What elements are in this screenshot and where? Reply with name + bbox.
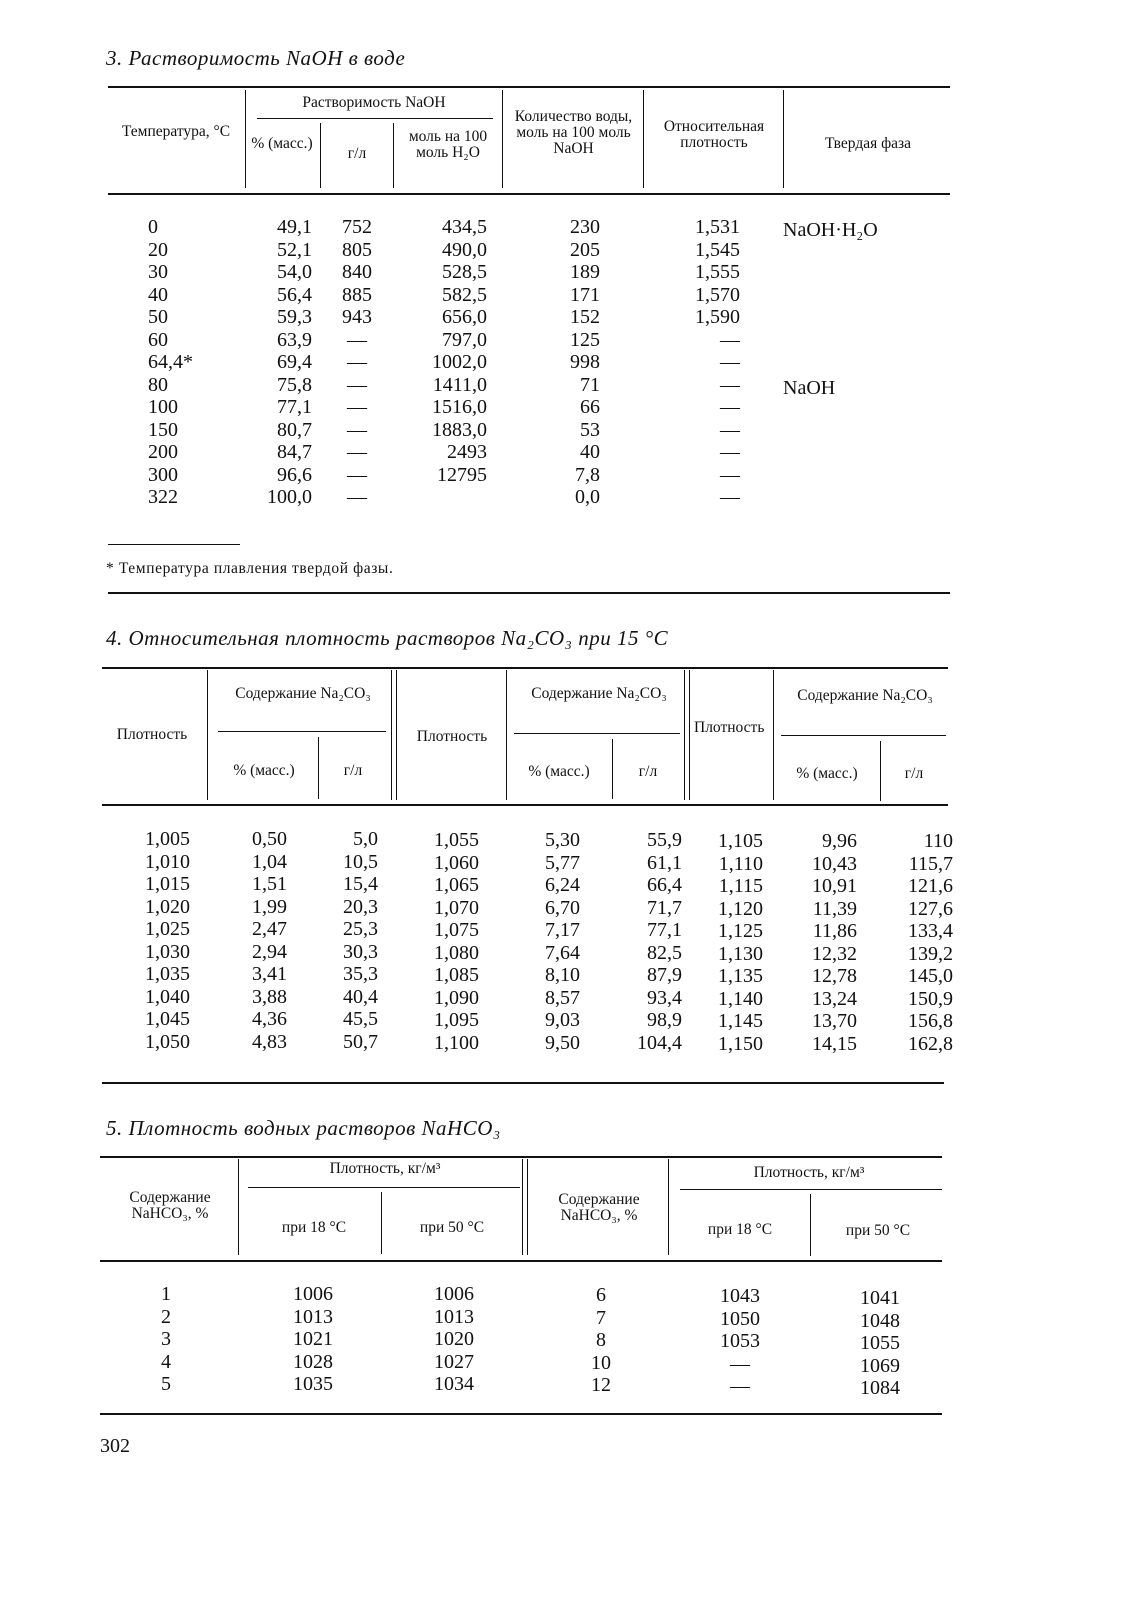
- table4-title: 4. Относительная плотность растворов Na₂CO₃ при 15 °C: [106, 626, 669, 650]
- cell-na2co3-density: 1,080: [434, 941, 479, 964]
- cell-na2co3-percent: 11,86: [812, 920, 857, 942]
- cell-na2co3-gl: 82,5: [647, 941, 682, 964]
- cell-water: 0,0: [575, 486, 600, 508]
- cell-density: —: [720, 328, 740, 351]
- cell-na2co3-percent: 3,41: [252, 963, 287, 985]
- cell-na2co3-percent: 1,51: [252, 873, 287, 895]
- phase-anhydrous: NaOH: [783, 377, 836, 399]
- table4-bottom-rule: [102, 1082, 944, 1084]
- cell-density: 1,545: [695, 238, 740, 261]
- cell-na2co3-gl: 5,0: [353, 828, 378, 850]
- cell-nahco3-18: 1050: [720, 1307, 760, 1330]
- cell-nahco3-18: 1053: [720, 1330, 760, 1352]
- cell-na2co3-percent: 5,30: [545, 829, 580, 851]
- cell-water: 189: [570, 261, 600, 283]
- cell-nahco3-50: 1055: [860, 1332, 900, 1354]
- t4-header-density-1: Плотность: [116, 726, 188, 743]
- cell-percent: 59,3: [277, 306, 312, 328]
- cell-na2co3-gl: 15,4: [343, 873, 378, 895]
- cell-na2co3-gl: 121,6: [908, 875, 953, 897]
- cell-gl: —: [347, 441, 367, 463]
- cell-na2co3-gl: 110: [923, 830, 953, 852]
- cell-na2co3-percent: 9,03: [545, 1009, 580, 1031]
- cell-na2co3-percent: 11,39: [812, 897, 857, 920]
- cell-na2co3-density: 1,135: [718, 965, 763, 987]
- cell-mol: 1883,0: [432, 418, 487, 441]
- cell-water: 998: [570, 351, 600, 373]
- cell-nahco3-50: 1041: [860, 1287, 900, 1309]
- cell-na2co3-density: 1,055: [434, 829, 479, 851]
- cell-nahco3-18: —: [730, 1375, 750, 1397]
- cell-density: —: [720, 486, 740, 508]
- cell-na2co3-density: 1,070: [434, 896, 479, 919]
- cell-na2co3-percent: 14,15: [812, 1032, 857, 1055]
- cell-na2co3-percent: 9,50: [545, 1031, 580, 1054]
- cell-na2co3-density: 1,075: [434, 919, 479, 941]
- table4-top-rule: [102, 667, 948, 669]
- cell-nahco3-content: 5: [161, 1373, 171, 1395]
- cell-nahco3-50: 1084: [860, 1377, 900, 1399]
- cell-na2co3-density: 1,020: [145, 895, 190, 918]
- cell-na2co3-percent: 8,10: [545, 964, 580, 986]
- cell-na2co3-gl: 71,7: [647, 896, 682, 919]
- cell-water: 66: [580, 396, 600, 418]
- footnote: * Температура плавления твердой фазы.: [106, 560, 394, 577]
- cell-nahco3-content: 10: [591, 1351, 611, 1374]
- cell-mol: 528,5: [442, 261, 487, 283]
- cell-density: —: [720, 396, 740, 418]
- cell-nahco3-18: 1006: [293, 1283, 333, 1305]
- cell-density: —: [720, 463, 740, 486]
- cell-na2co3-percent: 10,91: [812, 875, 857, 897]
- cell-na2co3-gl: 104,4: [637, 1031, 682, 1054]
- cell-mol: 1516,0: [432, 396, 487, 418]
- cell-na2co3-density: 1,100: [434, 1031, 479, 1054]
- cell-na2co3-percent: 7,64: [545, 941, 580, 964]
- table5-header-rule: [100, 1260, 942, 1262]
- cell-nahco3-50: 1048: [860, 1309, 900, 1332]
- cell-temperature: 150: [148, 418, 178, 441]
- t4-header-content-2: Содержание Na₂CO₃: [531, 685, 667, 702]
- table5-bottom-rule: [100, 1413, 942, 1415]
- cell-na2co3-gl: 77,1: [647, 919, 682, 941]
- cell-na2co3-density: 1,105: [718, 830, 763, 852]
- cell-na2co3-density: 1,045: [145, 1008, 190, 1030]
- header-solid-phase: Твердая фаза: [824, 135, 912, 152]
- cell-mol: 656,0: [442, 306, 487, 328]
- cell-na2co3-gl: 10,5: [343, 850, 378, 873]
- cell-gl: —: [347, 396, 367, 418]
- cell-na2co3-gl: 145,0: [908, 965, 953, 987]
- cell-na2co3-density: 1,150: [718, 1032, 763, 1055]
- cell-nahco3-18: 1043: [720, 1285, 760, 1307]
- cell-na2co3-percent: 1,99: [252, 895, 287, 918]
- cell-na2co3-gl: 98,9: [647, 1009, 682, 1031]
- cell-na2co3-density: 1,005: [145, 828, 190, 850]
- cell-percent: 49,1: [277, 216, 312, 238]
- cell-gl: —: [347, 328, 367, 351]
- cell-na2co3-density: 1,115: [718, 875, 763, 897]
- cell-density: —: [720, 418, 740, 441]
- cell-water: 171: [570, 283, 600, 306]
- cell-na2co3-percent: 9,96: [822, 830, 857, 852]
- cell-water: 125: [570, 328, 600, 351]
- cell-nahco3-50: 1006: [434, 1283, 474, 1305]
- cell-na2co3-gl: 61,1: [647, 851, 682, 874]
- cell-temperature: 200: [148, 441, 178, 463]
- page-number: 302: [100, 1435, 130, 1457]
- table3-title: 3. Растворимость NaOH в воде: [106, 46, 406, 70]
- table3-top-rule: [108, 86, 950, 88]
- cell-na2co3-density: 1,110: [718, 852, 763, 875]
- cell-na2co3-gl: 30,3: [343, 940, 378, 963]
- cell-gl: 805: [342, 238, 372, 261]
- cell-temperature: 50: [148, 306, 168, 328]
- cell-na2co3-percent: 10,43: [812, 852, 857, 875]
- cell-percent: 54,0: [277, 261, 312, 283]
- cell-density: 1,555: [695, 261, 740, 283]
- t4-header-density-2: Плотность: [416, 728, 488, 745]
- t5-header-content-1: Содержание NaHCO₃, %: [129, 1189, 211, 1222]
- cell-temperature: 64,4*: [148, 351, 193, 373]
- cell-na2co3-percent: 0,50: [252, 828, 287, 850]
- cell-na2co3-gl: 115,7: [908, 852, 953, 875]
- cell-nahco3-content: 3: [161, 1328, 171, 1350]
- cell-na2co3-density: 1,025: [145, 918, 190, 940]
- cell-density: 1,570: [695, 283, 740, 306]
- cell-na2co3-gl: 45,5: [343, 1008, 378, 1030]
- cell-na2co3-percent: 1,04: [252, 850, 287, 873]
- cell-gl: —: [347, 486, 367, 508]
- cell-na2co3-density: 1,125: [718, 920, 763, 942]
- cell-water: 230: [570, 216, 600, 238]
- cell-na2co3-percent: 2,47: [252, 918, 287, 940]
- cell-water: 152: [570, 306, 600, 328]
- cell-nahco3-content: 4: [161, 1350, 171, 1373]
- table5-top-rule: [100, 1156, 942, 1158]
- t5-header-50-1: при 50 °С: [419, 1219, 485, 1236]
- cell-nahco3-content: 6: [596, 1284, 606, 1306]
- cell-water: 53: [580, 418, 600, 441]
- cell-na2co3-percent: 4,83: [252, 1030, 287, 1053]
- cell-na2co3-density: 1,090: [434, 986, 479, 1009]
- table5-title: 5. Плотность водных растворов NaHCO₃: [106, 1116, 501, 1140]
- cell-na2co3-percent: 6,24: [545, 874, 580, 896]
- cell-percent: 96,6: [277, 463, 312, 486]
- t5-header-density-2: Плотность, кг/м³: [753, 1164, 865, 1181]
- cell-mol: 582,5: [442, 283, 487, 306]
- cell-na2co3-percent: 12,32: [812, 942, 857, 965]
- cell-na2co3-percent: 12,78: [812, 965, 857, 987]
- cell-na2co3-percent: 5,77: [545, 851, 580, 874]
- cell-percent: 75,8: [277, 373, 312, 396]
- cell-gl: 943: [342, 306, 372, 328]
- cell-nahco3-content: 12: [591, 1374, 611, 1396]
- header-solubility: Растворимость NaOH: [302, 94, 446, 111]
- cell-na2co3-gl: 50,7: [343, 1030, 378, 1053]
- cell-na2co3-gl: 40,4: [343, 985, 378, 1008]
- cell-na2co3-percent: 2,94: [252, 940, 287, 963]
- cell-na2co3-percent: 3,88: [252, 985, 287, 1008]
- cell-na2co3-gl: 133,4: [908, 920, 953, 942]
- cell-na2co3-density: 1,035: [145, 963, 190, 985]
- header-mol: моль на 100 моль H₂O: [408, 128, 488, 161]
- cell-na2co3-density: 1,130: [718, 942, 763, 965]
- header-density: Относительная плотность: [663, 118, 765, 151]
- cell-density: 1,590: [695, 306, 740, 328]
- cell-percent: 69,4: [277, 351, 312, 373]
- cell-nahco3-50: 1020: [434, 1328, 474, 1350]
- footnote-rule: [108, 544, 240, 545]
- cell-na2co3-gl: 35,3: [343, 963, 378, 985]
- cell-mol: 1411,0: [432, 373, 487, 396]
- t4-header-density-3: Плотность: [694, 719, 765, 736]
- cell-na2co3-percent: 7,17: [545, 919, 580, 941]
- t4-header-content-1: Содержание Na₂CO₃: [235, 685, 371, 702]
- cell-na2co3-percent: 13,24: [812, 987, 857, 1010]
- cell-nahco3-content: 2: [161, 1305, 171, 1328]
- cell-nahco3-18: —: [730, 1352, 750, 1375]
- cell-gl: —: [347, 463, 367, 486]
- cell-percent: 100,0: [267, 486, 312, 508]
- cell-water: 40: [580, 441, 600, 463]
- cell-na2co3-density: 1,065: [434, 874, 479, 896]
- cell-percent: 52,1: [277, 238, 312, 261]
- t5-header-density-1: Плотность, кг/м³: [329, 1160, 441, 1177]
- cell-density: —: [720, 373, 740, 396]
- cell-gl: —: [347, 373, 367, 396]
- cell-nahco3-50: 1034: [434, 1373, 474, 1395]
- cell-temperature: 20: [148, 238, 168, 261]
- cell-na2co3-gl: 127,6: [908, 897, 953, 920]
- cell-na2co3-density: 1,010: [145, 850, 190, 873]
- t4-header-pct-1: % (масс.): [233, 762, 295, 779]
- t4-header-content-3: Содержание Na₂CO₃: [797, 687, 933, 704]
- cell-na2co3-density: 1,140: [718, 987, 763, 1010]
- t4-header-pct-3: % (масс.): [796, 765, 858, 782]
- cell-density: —: [720, 351, 740, 373]
- header-percent: % (масс.): [251, 135, 313, 152]
- cell-gl: 885: [342, 283, 372, 306]
- cell-na2co3-density: 1,095: [434, 1009, 479, 1031]
- cell-mol: 797,0: [442, 328, 487, 351]
- cell-mol: 490,0: [442, 238, 487, 261]
- cell-na2co3-percent: 8,57: [545, 986, 580, 1009]
- cell-water: 7,8: [575, 463, 600, 486]
- phase-hydrate: NaOH·H₂O: [783, 219, 878, 241]
- cell-nahco3-50: 1027: [434, 1350, 474, 1373]
- cell-temperature: 30: [148, 261, 168, 283]
- cell-nahco3-18: 1013: [293, 1305, 333, 1328]
- cell-na2co3-gl: 25,3: [343, 918, 378, 940]
- t5-header-content-2: Содержание NaHCO₃, %: [558, 1191, 640, 1224]
- cell-na2co3-gl: 55,9: [647, 829, 682, 851]
- cell-na2co3-percent: 13,70: [812, 1010, 857, 1032]
- cell-na2co3-gl: 150,9: [908, 987, 953, 1010]
- cell-na2co3-gl: 20,3: [343, 895, 378, 918]
- cell-temperature: 300: [148, 463, 178, 486]
- cell-na2co3-gl: 93,4: [647, 986, 682, 1009]
- cell-percent: 56,4: [277, 283, 312, 306]
- t5-header-50-2: при 50 °С: [845, 1222, 911, 1239]
- cell-nahco3-18: 1035: [293, 1373, 333, 1395]
- t4-header-gl-3: г/л: [904, 765, 924, 782]
- cell-na2co3-gl: 87,9: [647, 964, 682, 986]
- cell-nahco3-content: 7: [596, 1306, 606, 1329]
- cell-nahco3-18: 1028: [293, 1350, 333, 1373]
- cell-gl: 840: [342, 261, 372, 283]
- table3-header-rule: [108, 193, 950, 195]
- cell-na2co3-gl: 162,8: [908, 1032, 953, 1055]
- cell-na2co3-density: 1,085: [434, 964, 479, 986]
- cell-na2co3-gl: 66,4: [647, 874, 682, 896]
- cell-mol: 434,5: [442, 216, 487, 238]
- cell-water: 71: [580, 373, 600, 396]
- cell-na2co3-density: 1,015: [145, 873, 190, 895]
- cell-density: —: [720, 441, 740, 463]
- cell-na2co3-percent: 4,36: [252, 1008, 287, 1030]
- cell-na2co3-density: 1,060: [434, 851, 479, 874]
- cell-nahco3-content: 8: [596, 1329, 606, 1351]
- cell-mol: 2493: [447, 441, 487, 463]
- table3-bottom-rule: [108, 592, 950, 594]
- cell-nahco3-50: 1069: [860, 1354, 900, 1377]
- t5-header-18-2: при 18 °С: [707, 1221, 773, 1238]
- cell-na2co3-density: 1,050: [145, 1030, 190, 1053]
- cell-na2co3-gl: 156,8: [908, 1010, 953, 1032]
- t4-header-gl-2: г/л: [638, 763, 658, 780]
- cell-mol: 12795: [437, 463, 487, 486]
- cell-na2co3-density: 1,145: [718, 1010, 763, 1032]
- table4-header-rule: [102, 804, 948, 806]
- cell-nahco3-50: 1013: [434, 1305, 474, 1328]
- t4-header-gl-1: г/л: [343, 762, 363, 779]
- cell-temperature: 80: [148, 373, 168, 396]
- cell-gl: 752: [342, 216, 372, 238]
- cell-na2co3-gl: 139,2: [908, 942, 953, 965]
- cell-temperature: 0: [148, 216, 158, 238]
- cell-gl: —: [347, 351, 367, 373]
- cell-percent: 77,1: [277, 396, 312, 418]
- cell-na2co3-density: 1,040: [145, 985, 190, 1008]
- cell-na2co3-percent: 6,70: [545, 896, 580, 919]
- cell-temperature: 100: [148, 396, 178, 418]
- t5-header-18-1: при 18 °С: [281, 1219, 347, 1236]
- cell-water: 205: [570, 238, 600, 261]
- cell-density: 1,531: [695, 216, 740, 238]
- cell-percent: 80,7: [277, 418, 312, 441]
- t4-header-pct-2: % (масс.): [528, 763, 590, 780]
- cell-temperature: 322: [148, 486, 178, 508]
- cell-mol: 1002,0: [432, 351, 487, 373]
- cell-nahco3-content: 1: [161, 1283, 171, 1305]
- cell-gl: —: [347, 418, 367, 441]
- header-water: Количество воды, моль на 100 моль NaOH: [514, 108, 633, 157]
- cell-na2co3-density: 1,120: [718, 897, 763, 920]
- header-gl: г/л: [347, 145, 367, 162]
- cell-na2co3-density: 1,030: [145, 940, 190, 963]
- header-temperature: Температура, °C: [121, 123, 231, 140]
- cell-temperature: 60: [148, 328, 168, 351]
- cell-temperature: 40: [148, 283, 168, 306]
- cell-percent: 84,7: [277, 441, 312, 463]
- cell-percent: 63,9: [277, 328, 312, 351]
- cell-nahco3-18: 1021: [293, 1328, 333, 1350]
